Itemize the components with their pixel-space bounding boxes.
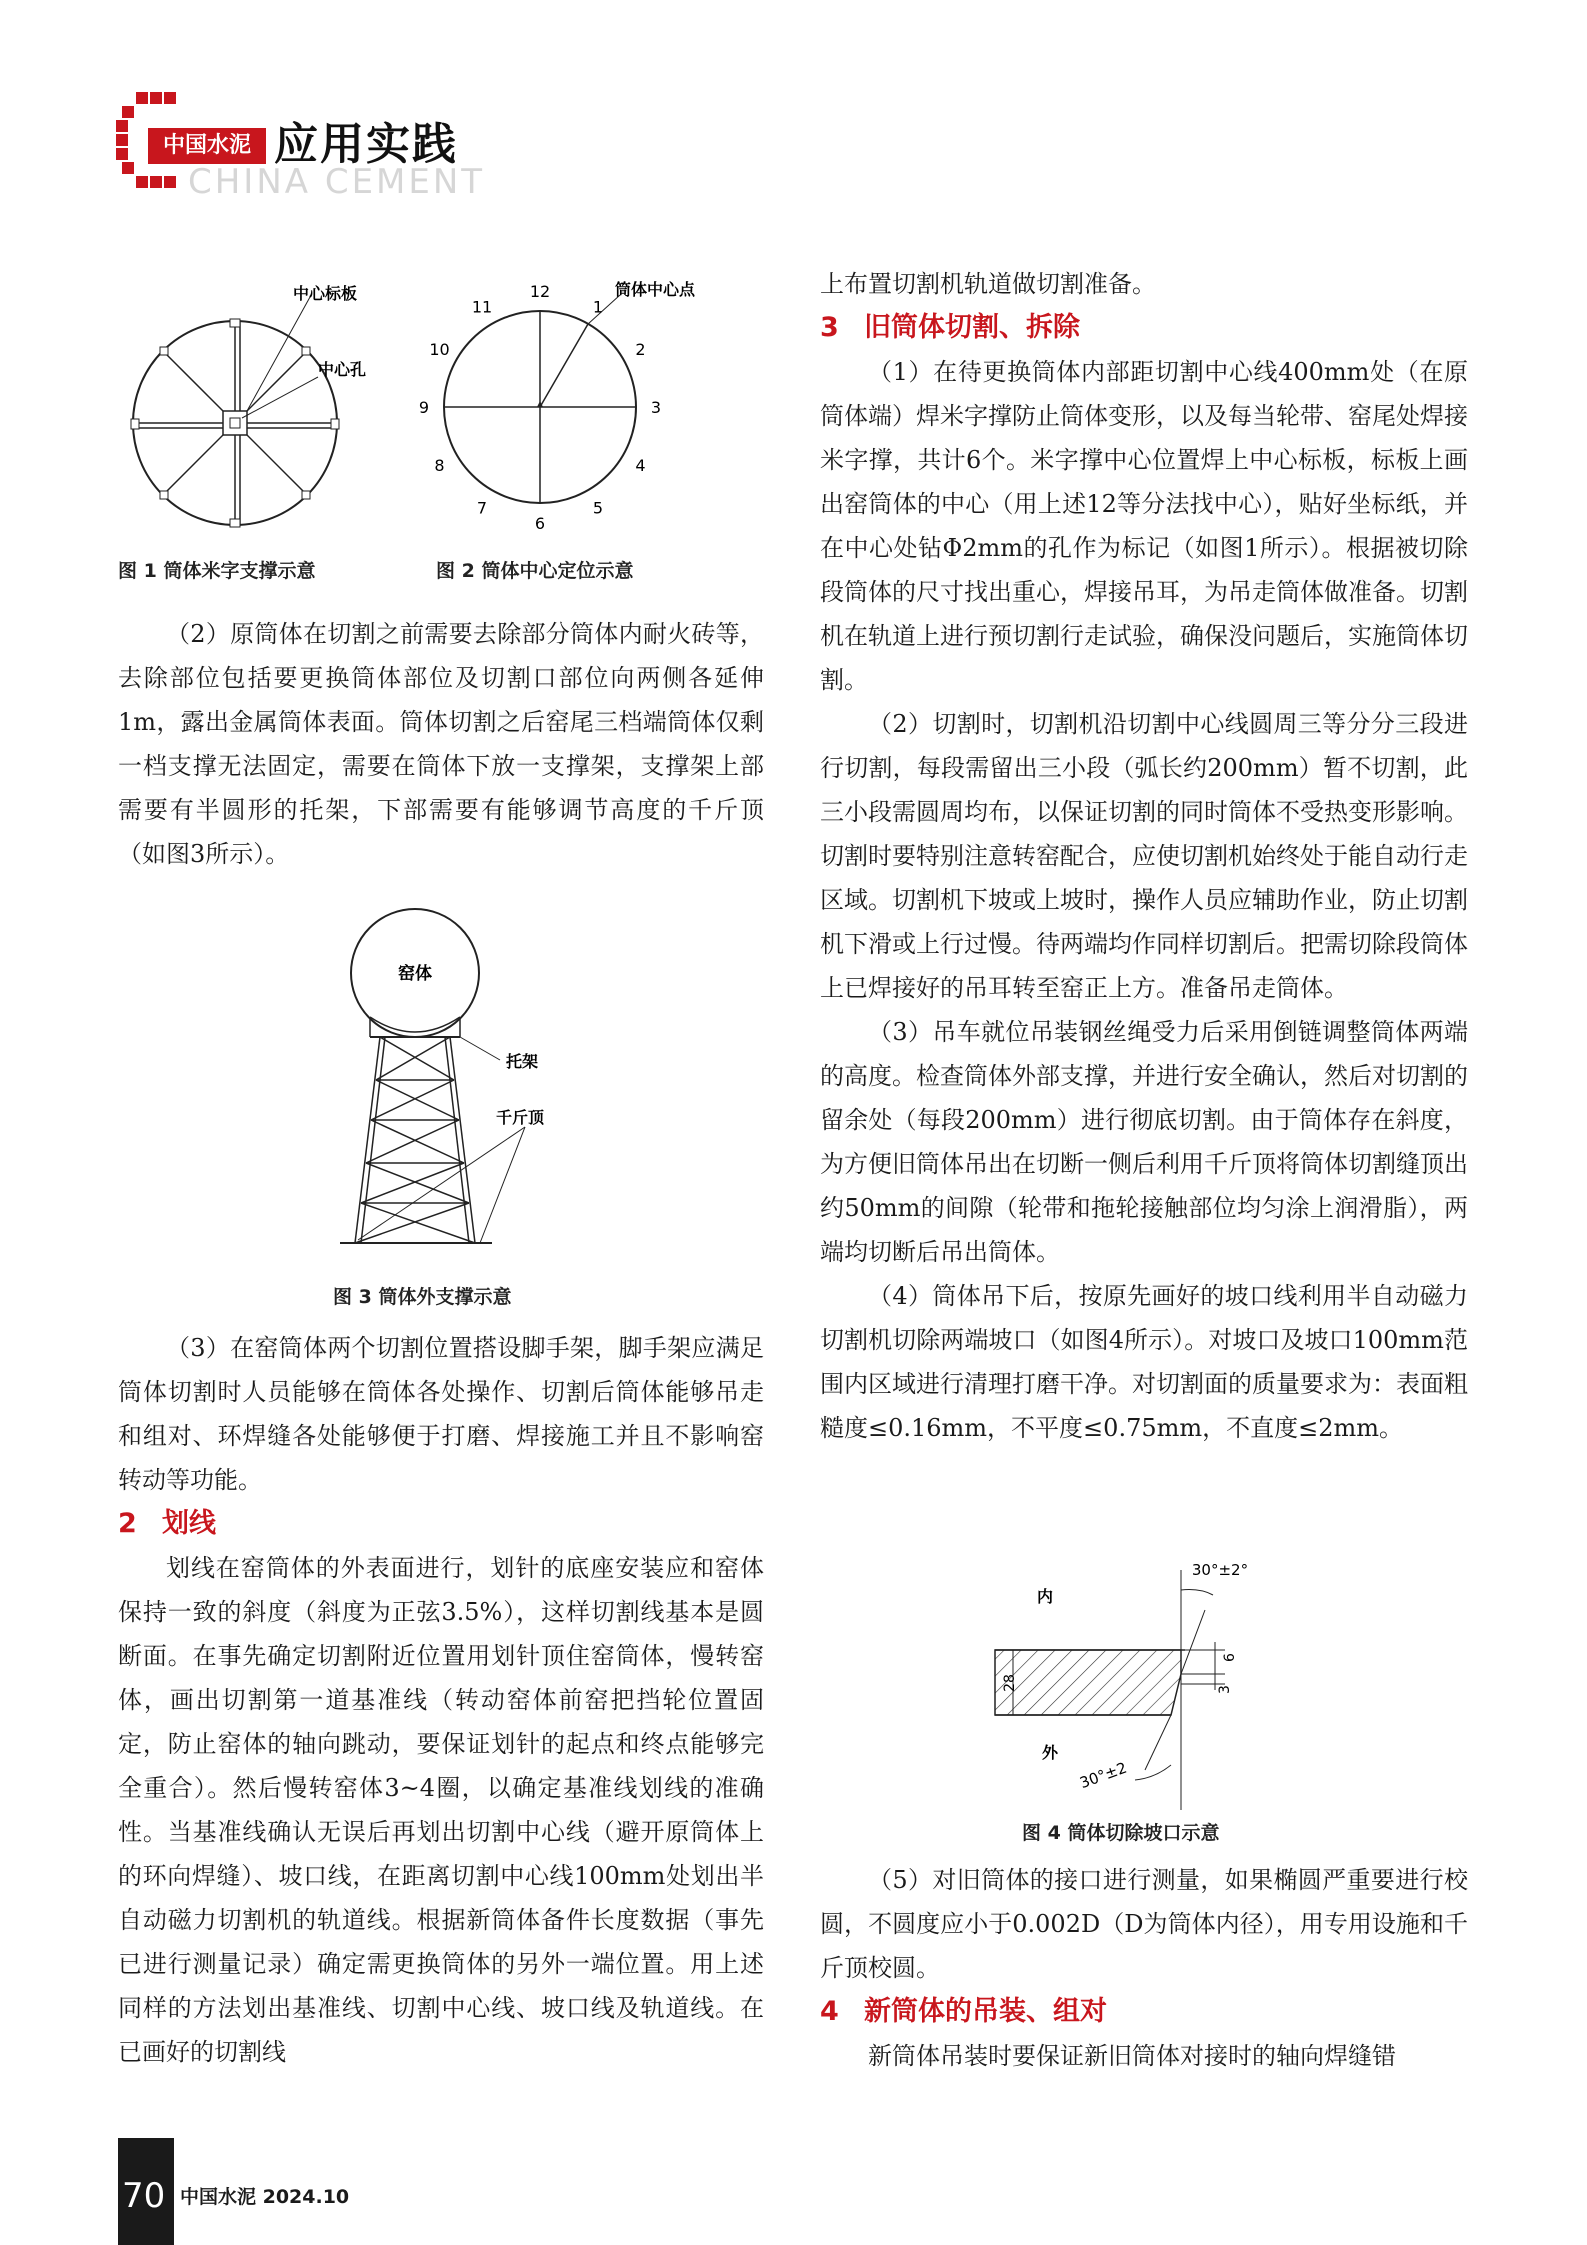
- figure-4-caption: 图 4 筒体切除坡口示意: [1022, 1822, 1220, 1844]
- figure-2-diagram: [410, 275, 740, 540]
- dim-28: 28: [1002, 1674, 1018, 1692]
- label-kiln: 窑体: [398, 964, 432, 984]
- paragraph: 新筒体吊装时要保证新旧筒体对接时的轴向焊缝错: [868, 2042, 1396, 2070]
- label-center-point: 筒体中心点: [614, 280, 696, 299]
- figure-4-diagram: [985, 1550, 1325, 1815]
- paragraph: 划线在窑筒体的外表面进行，划针的底座安装应和窑体保持一致的斜度（斜度为正弦3.5%），这样切割线基本是圆断面。在事先确定切割附近位置用划针顶住窑筒体，慢转窑体，画出切割第一道基准线（转动窑体前窑把挡轮位置固定，防止窑体的轴向跳动，要保证划针的起点和终点能够完全重合）。然后慢转窑体3~4圈，以确定基准线划线的准确性。当基准线确认无误后再划出切割中心线（避开原筒体上的环向焊缝）、坡口线，在距离切割中心线100mm处划出半自动磁力切割机的轨道线。根据新筒体备件长度数据（事先已进行测量记录）确定需更换筒体的另外一端位置。用上述同样的方法划出基准线、切割中心线、坡口线及轨道线。在已画好的切割线: [118, 1554, 764, 2066]
- section-4-heading: 4 新筒体的吊装、组对: [820, 1996, 1107, 2027]
- left-column: [118, 612, 764, 876]
- label-center-plate: 中心标板: [292, 284, 358, 303]
- clock-number: 9: [418, 398, 430, 417]
- right-column: [820, 262, 1468, 1450]
- journal-issue: 中国水泥 2024.10: [180, 2186, 350, 2208]
- paragraph: （2）原筒体在切割之前需要去除部分筒体内耐火砖等，去除部位包括要更换筒体部位及切割口部位向两侧各延伸1m，露出金属筒体表面。筒体切割之后窑尾三档端筒体仅剩一档支撑无法固定，需要在筒体下放一支撑架，支撑架上部需要有半圆形的托架，下部需要有能够调节高度的千斤顶（如图3所示）。: [118, 620, 764, 868]
- paragraph: （3）在窑筒体两个切割位置搭设脚手架，脚手架应满足筒体切割时人员能够在筒体各处操作、切割后筒体能够吊走和组对、环焊缝各处能够便于打磨、焊接施工并且不影响窑转动等功能。: [118, 1334, 764, 1494]
- right-column-lower: [820, 1858, 1468, 2078]
- clock-number: 7: [476, 498, 488, 518]
- clock-number: 4: [635, 456, 646, 475]
- section-2-heading: 2 划线: [118, 1508, 216, 1539]
- figure-3-diagram: [340, 905, 580, 1250]
- paragraph: （5）对旧筒体的接口进行测量，如果椭圆严重要进行校圆，不圆度应小于0.002D（D为筒体内径），用专用设施和千斤顶校圆。: [820, 1866, 1468, 1982]
- clock-number: 12: [529, 282, 551, 301]
- figure-1-caption: 图 1 筒体米字支撑示意: [118, 560, 316, 582]
- clock-number: 10: [429, 340, 450, 359]
- brand-english: CHINA CEMENT: [188, 162, 486, 202]
- left-column-lower: [118, 1326, 764, 2074]
- section-title: 应用实践: [274, 119, 458, 170]
- paragraph: （2）切割时，切割机沿切割中心线圆周三等分分三段进行切割，每段需留出三小段（弧长约200mm）暂不切割，此三小段需圆周均布，以保证切割的同时筒体不受热变形影响。切割时要特别注意转窑配合，应使切割机始终处于能自动行走区域。切割机下坡或上坡时，操作人员应辅助作业，防止切割机下滑或上行过慢。待两端均作同样切割后。把需切除段筒体上已焊接好的吊耳转至窑正上方。准备吊走筒体。: [820, 710, 1468, 1002]
- dim-6: 6: [1222, 1653, 1238, 1662]
- section-3-heading: 3 旧筒体切割、拆除: [820, 312, 1080, 343]
- paragraph: （1）在待更换筒体内部距切割中心线400mm处（在原筒体端）焊米字撑防止筒体变形，以及每当轮带、窑尾处焊接米字撑，共计6个。米字撑中心位置焊上中心标板，标板上画出窑筒体的中心（用上述12等分法找中心），贴好坐标纸，并在中心处钻Φ2mm的孔作为标记（如图1所示）。根据被切除段筒体的尺寸找出重心，焊接吊耳，为吊走筒体做准备。切割机在轨道上进行预切割行走试验，确保没问题后，实施筒体切割。: [820, 358, 1468, 694]
- angle-top: 30°±2°: [1191, 1561, 1249, 1579]
- label-bracket: 托架: [505, 1052, 539, 1071]
- figure-1-diagram: [130, 275, 367, 535]
- paragraph: （3）吊车就位吊装钢丝绳受力后采用倒链调整筒体两端的高度。检查筒体外部支撑，并进行安全确认，然后对切割的留余处（每段200mm）进行彻底切割。由于筒体存在斜度，为方便旧筒体吊出在切断一侧后利用千斤顶将筒体切割缝顶出约50mm的间隙（轮带和拖轮接触部位均匀涂上润滑脂），两端均切断后吊出筒体。: [820, 1018, 1468, 1266]
- clock-number: 1: [592, 297, 604, 317]
- figure-3-caption: 图 3 筒体外支撑示意: [333, 1286, 512, 1308]
- paragraph: 上布置切割机轨道做切割准备。: [820, 270, 1156, 298]
- clock-number: 8: [434, 456, 445, 475]
- clock-number: 3: [650, 398, 662, 417]
- label-center-hole: 中心孔: [317, 360, 367, 379]
- clock-number: 11: [471, 297, 493, 317]
- angle-bottom: 30°±2: [1077, 1758, 1130, 1793]
- label-outer: 外: [1041, 1743, 1059, 1762]
- clock-number: 6: [534, 514, 546, 533]
- label-jack: 千斤顶: [495, 1108, 545, 1127]
- clock-number: 5: [592, 498, 604, 518]
- dim-3: 3: [1217, 1685, 1233, 1694]
- clock-number: 2: [635, 340, 646, 359]
- page-number: 70: [122, 2176, 166, 2216]
- paragraph: （4）筒体吊下后，按原先画好的坡口线利用半自动磁力切割机切除两端坡口（如图4所示）。对坡口及坡口100mm范围内区域进行清理打磨干净。对切割面的质量要求为：表面粗糙度≤0.16mm，不平度≤0.75mm，不直度≤2mm。: [820, 1282, 1468, 1442]
- label-inner: 内: [1036, 1587, 1054, 1606]
- figure-2-caption: 图 2 筒体中心定位示意: [436, 560, 634, 582]
- brand-badge: 中国水泥: [148, 128, 266, 164]
